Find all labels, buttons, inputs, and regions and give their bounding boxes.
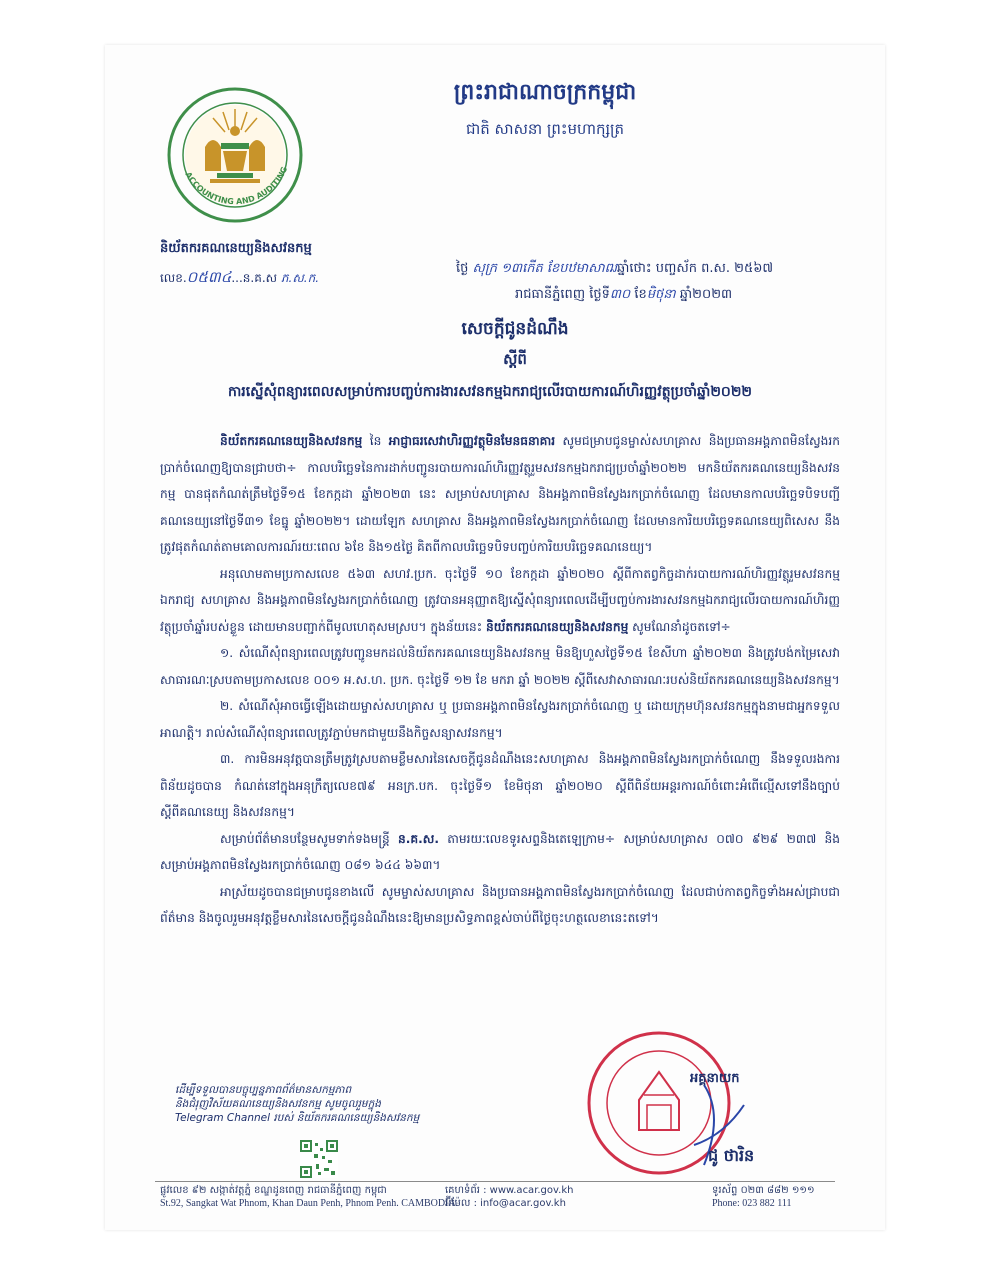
note-line-2: និងជំរុញវិស័យគណនេយ្យនិងសវនកម្ម សូមចូលរួមក្នុង	[175, 1098, 381, 1110]
lunar-date	[456, 260, 773, 279]
ref-number: ០៥៣៤	[186, 268, 232, 286]
p1-text: សូមជម្រាបជូនម្ចាស់សហគ្រាស និងប្រធានអង្គភាពមិនស្វែងរកប្រាក់ចំណេញឱ្យបានជ្រាបថា÷ កាលបរិច្ឆេទនៃការដាក់បញ្ជូនរបាយការណ៍ហិរញ្ញវត្ថុរួមសវនកម្មឯករាជ្យប្រចាំឆ្នាំ២០២២ មកនិយ័តករគណនេយ្យនិងសវនកម្ម បានផុតកំណត់ត្រឹមថ្ងៃទី១៥ ខែកក្កដា ឆ្នាំ២០២៣ នេះ សម្រាប់សហគ្រាស និងអង្គភាពមិនស្វែងរកប្រាក់ចំណេញ ដែលមានកាលបរិច្ឆេទបិទបញ្ជីគណនេយ្យនៅថ្ងៃទី៣១ ខែធ្នូ ឆ្នាំ២០២២។ ដោយឡែក សហគ្រាស និងអង្គភាពមិនស្វែងរកប្រាក់ចំណេញ ដែលមានការិយបរិច្ឆេទគណនេយ្យពិសេស នឹងត្រូវផុតកំណត់តាមគោលការណ៍រយៈពេល ៦ខែ និង១៥ថ្ងៃ គិតពីកាលបរិច្ឆេទបិទបញ្ចប់ការិយបរិច្ឆេទគណនេយ្យ។	[160, 434, 840, 554]
footer-address	[160, 1184, 458, 1210]
p2-tail: សូមណែនាំដូចតទៅ÷	[628, 619, 731, 634]
list-item-3: ៣. ការមិនអនុវត្តបានត្រឹមត្រូវស្របតាមខ្លឹមសារនៃសេចក្តីជូនដំណឹងនេះសហគ្រាស និងអង្គភាពមិនស្វែងរកប្រាក់ចំណេញ នឹងទទួលរងការពិន័យដូចបាន កំណត់នៅក្នុងអនុក្រឹត្យលេខ៧៩ អនក្រ.បក. ចុះថ្ងៃទី១ ខែមិថុនា ឆ្នាំ២០២០ ស្តីពីពិន័យអន្តរការណ៍ចំពោះអំពើល្មើសទៅនឹងច្បាប់ស្តីពីគណនេយ្យ និងសវនកម្ម។	[160, 752, 840, 819]
ref-suffix: ...ន.គ.ស	[231, 271, 278, 285]
list-item-1: ១. សំណើសុំពន្យារពេលត្រូវបញ្ជូនមកដល់និយ័តករគណនេយ្យនិងសវនកម្ម មិនឱ្យហួសថ្ងៃទី១៥ ខែសីហា ឆ្នាំ២០២៣ និងត្រូវបង់កម្រៃសេវាសាធារណៈស្របតាមប្រកាសលេខ ០០១ អ.ស.ហ. ប្រក. ចុះថ្ងៃទី ១២ ខែ មករា ឆ្នាំ ២០២២ ស្តីពីសេវាសាធារណៈរបស់និយ័តករគណនេយ្យនិងសវនកម្ម។	[160, 646, 840, 687]
document-type: សេចក្តីជូនដំណឹង	[461, 319, 569, 339]
about-label: ស្តីពី	[503, 350, 527, 368]
contact-pre: សម្រាប់ព័ត៌មានបន្ថែមសូមទាក់ទងមន្ត្រី	[220, 831, 399, 846]
signatory-name: ជូ ថារិន	[708, 1146, 755, 1165]
contact-text: តាមរយៈលេខទូរសព្ទនិងតេឡេក្រាម÷ សម្រាប់សហគ្រាស ០៧០ ៩២៩ ២៣៧ និង សម្រាប់អង្គភាពមិនស្វែងរកប្រាក់ចំណេញ ០៨១ ៦៤៤ ៦៦៣។	[160, 831, 840, 872]
p2-text: អនុលោមតាមប្រកាសលេខ ៥៦៣ សហវ.ប្រក. ចុះថ្ងៃទី ១០ ខែកក្កដា ឆ្នាំ២០២០ ស្តីពីកាតព្វកិច្ចដាក់របាយការណ៍ហិរញ្ញវត្ថុរួមសវនកម្មឯករាជ្យ សហគ្រាស និងអង្គភាពមិនស្វែងរកប្រាក់ចំណេញ ត្រូវបានអនុញ្ញាតឱ្យស្នើសុំពន្យារពេលដើម្បីបញ្ចប់ការងារសវនកម្មឯករាជ្យលើរបាយការណ៍ហិរញ្ញវត្ថុប្រចាំឆ្នាំរបស់ខ្លួន ដោយមានបញ្ជាក់ពីមូលហេតុសមស្រប។ ក្នុងន័យនេះ	[160, 566, 840, 634]
paragraph-intro	[160, 428, 840, 561]
p1-mid: នៃ	[362, 434, 389, 448]
note-line-1: ដើម្បីទទួលបានបច្ចុប្បន្នភាពព័ត៌មានសកម្មភាព	[175, 1084, 352, 1096]
authority-name-bold: អាជ្ញាធរសេវាហិរញ្ញវត្ថុមិនមែនធនាគារ	[388, 434, 556, 448]
ref-handwritten: ភ.ស.ក.	[280, 271, 320, 285]
footer-phone	[712, 1184, 815, 1210]
agency-seal-logo	[165, 85, 305, 225]
paragraph-legal-basis	[160, 561, 840, 641]
contact-bold: ន.គ.ស.	[398, 831, 439, 846]
paragraph-closing: អាស្រ័យដូចបានជម្រាបជូនខាងលើ សូមម្ចាស់សហគ្រាស និងប្រធានអង្គភាពមិនស្វែងរកប្រាក់ចំណេញ ដែលជាប់កាតព្វកិច្ចទាំងអស់ជ្រាបជាព័ត៌មាន និងចូលរួមអនុវត្តខ្លឹមសារនៃសេចក្តីជូនដំណឹងនេះឱ្យមានប្រសិទ្ធភាពខ្ពស់ចាប់ពីថ្ងៃចុះហត្ថលេខានេះតទៅ។	[160, 884, 840, 925]
telegram-qr-code	[300, 1140, 338, 1178]
lunar-rest: ឆ្នាំថោះ បញ្ចស័ក ព.ស. ២៥៦៧	[617, 261, 774, 276]
telegram-note	[175, 1083, 425, 1125]
website-link[interactable]: គេហទំព័រ : www.acar.gov.kh	[445, 1185, 574, 1196]
lunar-handwritten: សុក្រ ១៣កើត ខែបឋមាសាឍ	[472, 261, 618, 276]
note-line-3: Telegram Channel របស់ និយ័តករគណនេយ្យនិងសវនកម្ម	[175, 1112, 420, 1124]
solar-month-prefix: ខែ	[634, 287, 647, 302]
solar-day: ៣០	[609, 287, 631, 302]
list-item-2: ២. សំណើសុំអាចធ្វើឡើងដោយម្ចាស់សហគ្រាស ឬ ប្រធានអង្គភាពមិនស្វែងរកប្រាក់ចំណេញ ឬ ដោយក្រុមហ៊ុនសវនកម្មក្នុងនាមជាអ្នកទទួលអាណត្តិ។ រាល់សំណើសុំពន្យារពេលត្រូវភ្ជាប់មកជាមួយនឹងកិច្ចសន្យាសវនកម្ម។	[160, 699, 840, 740]
reference-number	[160, 268, 319, 290]
kingdom-heading: ព្រះរាជាណាចក្រកម្ពុជា	[453, 79, 637, 105]
footer-divider	[155, 1181, 835, 1182]
email-link[interactable]: អ៊ីម៉ែល : info@acar.gov.kh	[445, 1198, 566, 1209]
address-khmer: ផ្លូវលេខ ៩២ សង្កាត់វត្តភ្នំ ខណ្ឌដូនពេញ រាជធានីភ្នំពេញ កម្ពុជា	[160, 1185, 387, 1196]
issuing-agency: និយ័តករគណនេយ្យនិងសវនកម្ម	[160, 241, 312, 256]
paragraph-contact	[160, 826, 840, 879]
address-english: St.92, Sangkat Wat Phnom, Khan Daun Penh, Phnom Penh. CAMBODIA.	[160, 1198, 459, 1209]
p2-agency-bold: និយ័តករគណនេយ្យនិងសវនកម្ម	[486, 619, 629, 634]
lunar-prefix: ថ្ងៃ	[456, 261, 469, 276]
notice-body	[160, 428, 840, 932]
solar-year: ឆ្នាំ២០២៣	[679, 287, 733, 302]
solar-date	[515, 286, 732, 305]
svg-text:ACCOUNTING AND AUDITING REGULA: ACCOUNTING AND AUDITING	[183, 165, 290, 207]
agency-name-bold: និយ័តករគណនេយ្យនិងសវនកម្ម	[220, 434, 363, 448]
footer-contact-web	[445, 1184, 573, 1210]
solar-prefix: រាជធានីភ្នំពេញ ថ្ងៃទី	[515, 287, 610, 302]
phone-english: Phone: 023 882 111	[712, 1198, 792, 1209]
phone-khmer: ទូរស័ព្ទ ០២៣ ៨៨២ ១១១	[712, 1185, 815, 1196]
signatory-title: អគ្គនាយក	[690, 1071, 740, 1086]
subject-line: ការស្នើសុំពន្យារពេលសម្រាប់ការបញ្ចប់ការងារសវនកម្មឯករាជ្យលើរបាយការណ៍ហិរញ្ញវត្ថុប្រចាំឆ្នាំ២០២២	[227, 384, 753, 400]
national-motto: ជាតិ សាសនា ព្រះមហាក្សត្រ	[465, 120, 625, 138]
ref-prefix: លេខ.	[160, 271, 187, 285]
solar-month: មិថុនា	[646, 287, 676, 302]
